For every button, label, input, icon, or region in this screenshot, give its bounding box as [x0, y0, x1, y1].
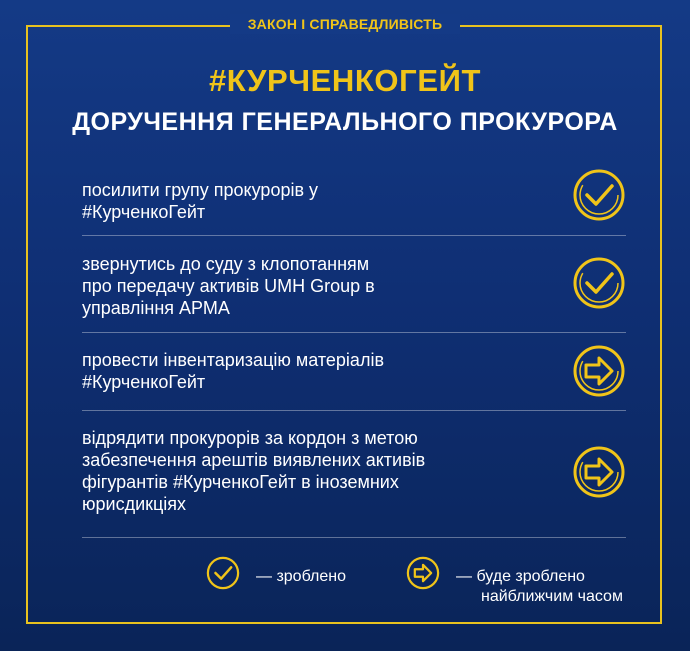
task-item-2	[82, 245, 626, 329]
task-line: провести інвентаризацію матеріалів	[82, 350, 385, 370]
top-label-text: ЗАКОН І СПРАВЕДЛИВІСТЬ	[230, 14, 461, 34]
arrow-icon	[572, 344, 626, 398]
task-text	[82, 427, 502, 515]
task-line: звернутись до суду з клопотанням	[82, 254, 370, 274]
divider	[82, 410, 626, 411]
arrow-icon	[406, 556, 440, 590]
legend-soon-line: найближчим часом	[481, 588, 623, 605]
task-line: юрисдикціях	[82, 494, 187, 514]
legend-soon	[406, 560, 646, 610]
divider	[82, 537, 626, 538]
task-item-4	[82, 420, 626, 535]
task-line: #КурченкоГейт	[82, 372, 206, 392]
check-icon	[572, 168, 626, 222]
legend-done-text: — зроблено	[256, 568, 346, 585]
task-line: про передачу активів UMH Group в	[82, 276, 375, 296]
check-icon	[206, 556, 240, 590]
divider	[82, 332, 626, 333]
task-text	[82, 349, 482, 393]
page-subtitle: ДОРУЧЕННЯ ГЕНЕРАЛЬНОГО ПРОКУРОРА	[72, 108, 618, 136]
task-item-1	[82, 170, 626, 234]
task-line: відрядити прокурорів за кордон з метою	[82, 428, 418, 448]
top-label	[0, 14, 690, 34]
divider	[82, 235, 626, 236]
task-text	[82, 253, 482, 319]
task-line: #КурченкоГейт	[82, 202, 206, 222]
legend-soon-text	[456, 567, 623, 607]
legend-done	[206, 560, 376, 600]
page-title: #КУРЧЕНКОГЕЙТ	[208, 63, 482, 98]
task-line: забезпечення арештів виявлених активів	[82, 450, 426, 470]
arrow-icon	[572, 445, 626, 499]
task-item-3	[82, 340, 626, 410]
legend-soon-line: — буде зроблено	[456, 568, 585, 585]
check-icon	[572, 256, 626, 310]
task-line: управління АРМА	[82, 298, 230, 318]
task-line: посилити групу прокурорів у	[82, 180, 319, 200]
task-text	[82, 179, 482, 223]
task-line: фігурантів #КурченкоГейт в іноземних	[82, 472, 399, 492]
